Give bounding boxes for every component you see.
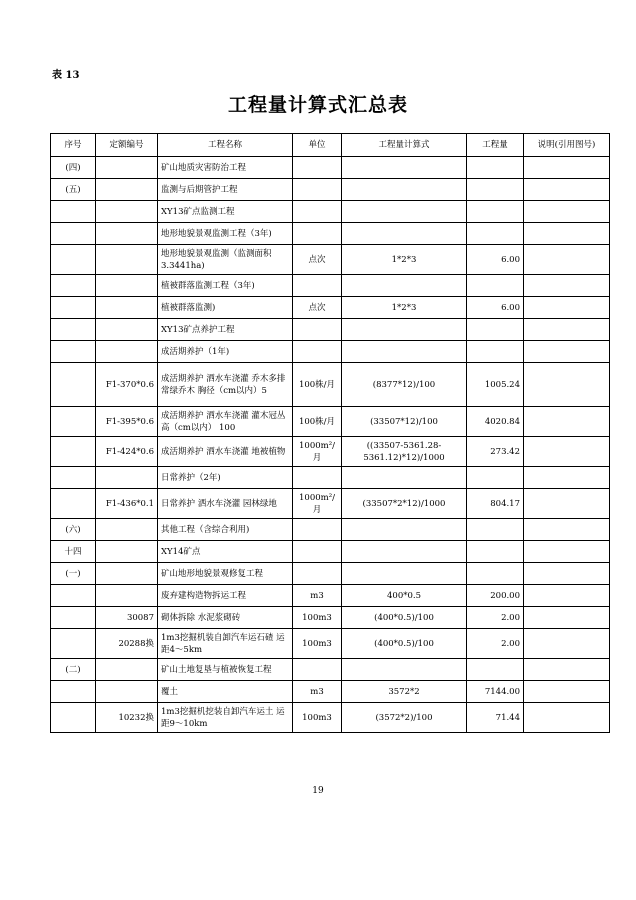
cell-unit <box>293 157 342 179</box>
cell-name: 矿山土地复垦与植被恢复工程 <box>158 659 293 681</box>
cell-name: 1m3挖掘机挖装自卸汽车运土 运距9～10km <box>158 703 293 733</box>
cell-quantity: 6.00 <box>467 297 524 319</box>
cell-note <box>524 245 610 275</box>
cell-code <box>96 341 158 363</box>
cell-unit <box>293 519 342 541</box>
cell-code: 30087 <box>96 607 158 629</box>
column-header-seq: 序号 <box>51 134 96 157</box>
cell-unit <box>293 563 342 585</box>
cell-formula: (400*0.5)/100 <box>342 607 467 629</box>
cell-name: 成活期养护 洒水车浇灌 地被植物 <box>158 437 293 467</box>
cell-quantity: 71.44 <box>467 703 524 733</box>
cell-formula <box>342 563 467 585</box>
table-row <box>51 489 610 519</box>
table-row <box>51 519 610 541</box>
cell-formula <box>342 519 467 541</box>
cell-name: 1m3挖掘机装自卸汽车运石碴 运距4～5km <box>158 629 293 659</box>
cell-name: 植被群落监测工程（3年) <box>158 275 293 297</box>
cell-note <box>524 659 610 681</box>
cell-quantity: 200.00 <box>467 585 524 607</box>
cell-note <box>524 629 610 659</box>
cell-note <box>524 437 610 467</box>
cell-formula: (33507*2*12)/1000 <box>342 489 467 519</box>
cell-seq: 十四 <box>51 541 96 563</box>
cell-note <box>524 563 610 585</box>
column-header-note: 说明(引用图号) <box>524 134 610 157</box>
cell-unit <box>293 319 342 341</box>
cell-quantity: 6.00 <box>467 245 524 275</box>
cell-name: 成活期养护（1年) <box>158 341 293 363</box>
cell-name: 日常养护（2年) <box>158 467 293 489</box>
cell-name: 地形地貌景观监测工程（3年) <box>158 223 293 245</box>
cell-unit <box>293 275 342 297</box>
table-row <box>51 659 610 681</box>
cell-formula: (33507*12)/100 <box>342 407 467 437</box>
table-row <box>51 341 610 363</box>
cell-code <box>96 275 158 297</box>
cell-seq <box>51 407 96 437</box>
cell-seq <box>51 201 96 223</box>
cell-code <box>96 201 158 223</box>
table-row <box>51 223 610 245</box>
cell-quantity: 804.17 <box>467 489 524 519</box>
cell-seq <box>51 223 96 245</box>
cell-unit: 1000m²/月 <box>293 437 342 467</box>
table-row <box>51 275 610 297</box>
column-header-formula: 工程量计算式 <box>342 134 467 157</box>
cell-code: F1-436*0.1 <box>96 489 158 519</box>
table-row <box>51 629 610 659</box>
cell-seq <box>51 629 96 659</box>
cell-formula <box>342 319 467 341</box>
cell-name: 日常养护 洒水车浇灌 园林绿地 <box>158 489 293 519</box>
cell-formula: (400*0.5)/100 <box>342 629 467 659</box>
cell-formula: 400*0.5 <box>342 585 467 607</box>
cell-code <box>96 681 158 703</box>
table-row <box>51 179 610 201</box>
cell-unit: 100株/月 <box>293 363 342 407</box>
table-row <box>51 245 610 275</box>
cell-unit <box>293 201 342 223</box>
cell-note <box>524 519 610 541</box>
cell-code <box>96 659 158 681</box>
cell-name: XY14矿点 <box>158 541 293 563</box>
cell-code: F1-370*0.6 <box>96 363 158 407</box>
cell-name: 矿山地质灾害防治工程 <box>158 157 293 179</box>
cell-seq <box>51 467 96 489</box>
cell-seq <box>51 489 96 519</box>
cell-code: F1-395*0.6 <box>96 407 158 437</box>
cell-code <box>96 541 158 563</box>
cell-name: 植被群落监测) <box>158 297 293 319</box>
cell-seq <box>51 681 96 703</box>
cell-formula <box>342 467 467 489</box>
cell-unit <box>293 223 342 245</box>
cell-code <box>96 223 158 245</box>
table-row <box>51 681 610 703</box>
cell-note <box>524 179 610 201</box>
cell-unit: 100m3 <box>293 703 342 733</box>
document-title: 工程量计算式汇总表 <box>227 94 408 116</box>
cell-formula <box>342 659 467 681</box>
cell-seq <box>51 703 96 733</box>
cell-name: 成活期养护 洒水车浇灌 乔木多排常绿乔木 胸径（cm以内）5 <box>158 363 293 407</box>
cell-seq <box>51 297 96 319</box>
cell-unit: m3 <box>293 585 342 607</box>
column-header-unit: 单位 <box>293 134 342 157</box>
cell-name: XY13矿点养护工程 <box>158 319 293 341</box>
cell-note <box>524 201 610 223</box>
cell-formula: (8377*12)/100 <box>342 363 467 407</box>
cell-name: XY13矿点监测工程 <box>158 201 293 223</box>
cell-note <box>524 319 610 341</box>
cell-quantity: 7144.00 <box>467 681 524 703</box>
table-row <box>51 407 610 437</box>
cell-unit <box>293 541 342 563</box>
cell-name: 地形地貌景观监测（监测面积3.3441ha) <box>158 245 293 275</box>
cell-seq: (六) <box>51 519 96 541</box>
cell-quantity <box>467 319 524 341</box>
cell-formula <box>342 341 467 363</box>
table-row <box>51 585 610 607</box>
header-row <box>51 134 610 157</box>
cell-unit: 100m3 <box>293 629 342 659</box>
cell-code <box>96 585 158 607</box>
cell-unit: 100m3 <box>293 607 342 629</box>
cell-note <box>524 585 610 607</box>
cell-seq: (二) <box>51 659 96 681</box>
cell-seq: (一) <box>51 563 96 585</box>
cell-quantity <box>467 519 524 541</box>
cell-formula <box>342 275 467 297</box>
cell-seq <box>51 437 96 467</box>
cell-unit: 100株/月 <box>293 407 342 437</box>
cell-name: 成活期养护 洒水车浇灌 灌木冠丛高（cm以内） 100 <box>158 407 293 437</box>
table-row <box>51 363 610 407</box>
cell-code <box>96 157 158 179</box>
cell-unit: 点次 <box>293 297 342 319</box>
cell-formula: (3572*2)/100 <box>342 703 467 733</box>
table-row <box>51 703 610 733</box>
column-header-quantity: 工程量 <box>467 134 524 157</box>
table-row <box>51 563 610 585</box>
cell-name: 覆土 <box>158 681 293 703</box>
cell-name: 矿山地形地貌景观修复工程 <box>158 563 293 585</box>
cell-seq <box>51 275 96 297</box>
cell-formula <box>342 541 467 563</box>
cell-note <box>524 489 610 519</box>
cell-seq: (四) <box>51 157 96 179</box>
cell-formula <box>342 201 467 223</box>
cell-note <box>524 275 610 297</box>
cell-quantity <box>467 467 524 489</box>
cell-note <box>524 607 610 629</box>
table-row <box>51 467 610 489</box>
column-header-code: 定额编号 <box>96 134 158 157</box>
cell-unit: 1000m²/月 <box>293 489 342 519</box>
cell-code <box>96 245 158 275</box>
cell-quantity: 4020.84 <box>467 407 524 437</box>
cell-quantity: 2.00 <box>467 607 524 629</box>
cell-note <box>524 703 610 733</box>
cell-code: 20288换 <box>96 629 158 659</box>
cell-code: F1-424*0.6 <box>96 437 158 467</box>
cell-unit <box>293 179 342 201</box>
cell-name: 其他工程（含综合利用) <box>158 519 293 541</box>
cell-seq <box>51 607 96 629</box>
cell-note <box>524 223 610 245</box>
table-row <box>51 157 610 179</box>
cell-formula: 1*2*3 <box>342 245 467 275</box>
cell-quantity <box>467 563 524 585</box>
table-row <box>51 319 610 341</box>
cell-seq <box>51 319 96 341</box>
cell-quantity <box>467 275 524 297</box>
cell-note <box>524 157 610 179</box>
cell-code <box>96 519 158 541</box>
cell-quantity <box>467 179 524 201</box>
cell-seq <box>51 245 96 275</box>
cell-formula <box>342 223 467 245</box>
cell-quantity <box>467 659 524 681</box>
cell-quantity <box>467 541 524 563</box>
cell-quantity: 2.00 <box>467 629 524 659</box>
cell-formula <box>342 179 467 201</box>
cell-unit: m3 <box>293 681 342 703</box>
table-row <box>51 201 610 223</box>
quantity-summary-table <box>50 133 610 733</box>
cell-quantity <box>467 201 524 223</box>
cell-seq <box>51 341 96 363</box>
cell-code <box>96 467 158 489</box>
cell-unit <box>293 659 342 681</box>
cell-seq: (五) <box>51 179 96 201</box>
cell-code: 10232换 <box>96 703 158 733</box>
cell-code <box>96 297 158 319</box>
cell-name: 砌体拆除 水泥浆砌砖 <box>158 607 293 629</box>
table-row <box>51 297 610 319</box>
table-label: 表 13 <box>52 70 80 81</box>
table-row <box>51 607 610 629</box>
cell-note <box>524 363 610 407</box>
cell-code <box>96 179 158 201</box>
cell-quantity <box>467 157 524 179</box>
cell-seq <box>51 363 96 407</box>
cell-name: 废弃建构造物拆运工程 <box>158 585 293 607</box>
cell-quantity: 273.42 <box>467 437 524 467</box>
cell-formula: ((33507-5361.28-5361.12)*12)/1000 <box>342 437 467 467</box>
cell-unit: 点次 <box>293 245 342 275</box>
cell-unit <box>293 467 342 489</box>
cell-formula <box>342 157 467 179</box>
page-number: 19 <box>312 786 324 796</box>
cell-note <box>524 341 610 363</box>
table-row <box>51 541 610 563</box>
cell-code <box>96 319 158 341</box>
cell-note <box>524 297 610 319</box>
cell-note <box>524 407 610 437</box>
cell-name: 监测与后期管护工程 <box>158 179 293 201</box>
cell-seq <box>51 585 96 607</box>
cell-code <box>96 563 158 585</box>
cell-note <box>524 681 610 703</box>
cell-formula: 3572*2 <box>342 681 467 703</box>
cell-note <box>524 541 610 563</box>
cell-unit <box>293 341 342 363</box>
cell-quantity <box>467 223 524 245</box>
cell-quantity <box>467 341 524 363</box>
cell-quantity: 1005.24 <box>467 363 524 407</box>
cell-formula: 1*2*3 <box>342 297 467 319</box>
column-header-name: 工程名称 <box>158 134 293 157</box>
cell-note <box>524 467 610 489</box>
table-row <box>51 437 610 467</box>
